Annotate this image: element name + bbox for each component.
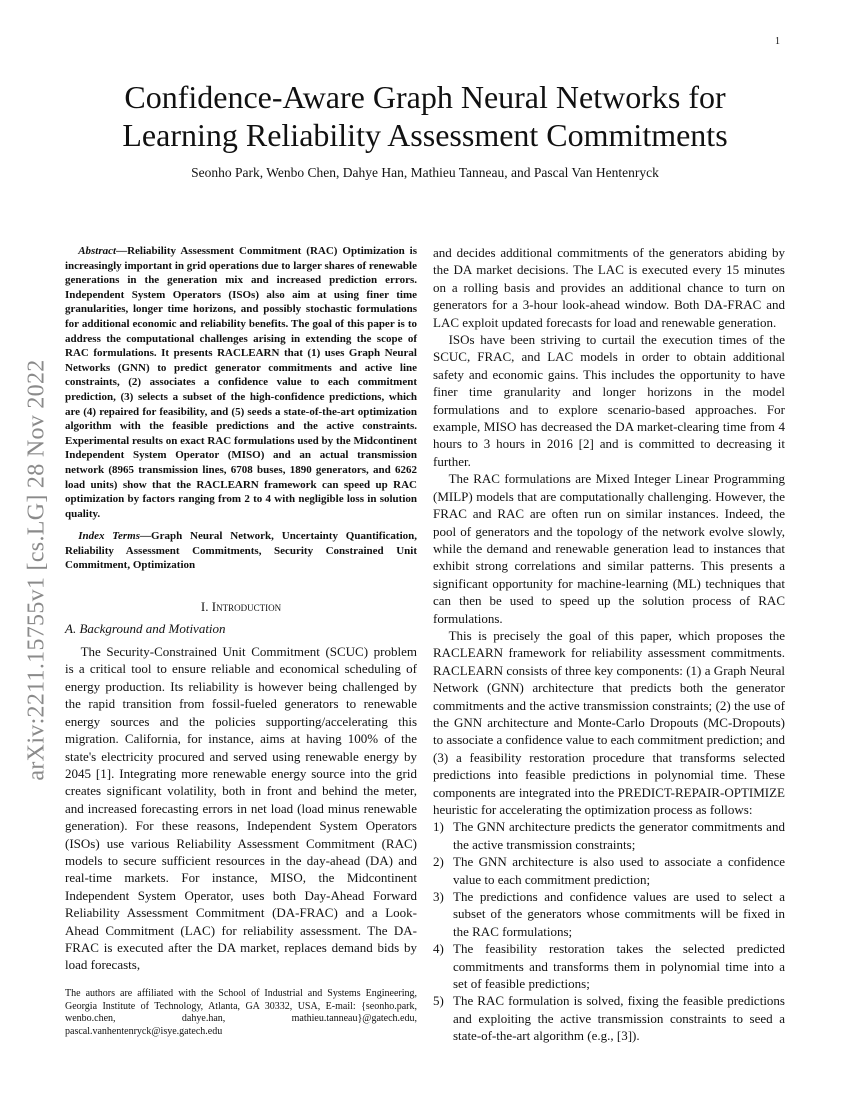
body-paragraph: The RAC formulations are Mixed Integer Linear Programming (MILP) models that are computationally challenging. However, the FRAC and RAC are often run on similar instances. Indeed, the pool of generators and the topology of the network evolve slowly, while the demand and renewable generation lead to instances that exhibit strong correlations and similar patterns. This presents a significant opportunity for machine-learning (ML) techniques that can then be used to speed up the solution process of RAC formulations. [433,471,785,626]
index-terms [65,529,417,573]
index-terms-text: —Graph Neural Network, Uncertainty Quantification, Reliability Assessment Commitments, Security Constrained Unit Commitment, Optimization [65,530,417,572]
list-item-text: The RAC formulation is solved, fixing the feasible predictions and exploiting the active transmission constraints to seed a state-of-the-art algorithm (e.g., [3]). [453,993,785,1044]
list-item-number: 2) [433,854,444,870]
list-item-text: The GNN architecture predicts the generator commitments and the active transmission constraints; [453,819,785,852]
list-item-number: 5) [433,993,444,1009]
body-paragraph: This is precisely the goal of this paper, which proposes the RACLEARN framework for reliability assessment commitments. RACLEARN consists of three key components: (1) a Graph Neural Network (GNN) architecture that predicts both the generator commitments and the active transmission constraints; (2) the use of the GNN architecture and Monte-Carlo Dropouts (MC-Dropouts) to associate a confidence value to each commitment prediction; and (3) a feasibility restoration procedure that transforms selected predictions into feasible predictions in polynomial time. These components are integrated into the PREDICT-REPAIR-OPTIMIZE heuristic for accelerating the optimization process as follows: [433,627,785,817]
page-number: 1 [775,36,780,47]
intro-paragraph: The Security-Constrained Unit Commitment (SCUC) problem is a critical tool to ensure reliable and economical scheduling of energy production. Its reliability is however being challenged by the rapid transition from fossil-fueled generators to renewable energy sources and the policies supporting/accelerating this migration. California, for instance, aims at having 100% of the state's electricity procured and served using renewable energy by 2045 [1]. Integrating more renewable energy source into the grid creates significant volatility, both in front and behind the meter, and increased forecasting errors in net load (load minus renewable generation). For these reasons, Independent System Operators (ISOs) use various Reliability Assessment Commitment (RAC) models to secure sufficient resources in the day-ahead (DA) and real-time markets. For instance, MISO, the Midcontinent Independent System Operator, uses both Day-Ahead Forward Reliability Assessment Commitment (DA-FRAC) and a Look-Ahead Commitment (LAC) for reliability assessment. The DA-FRAC is executed after the DA market, replaces demand bids by load forecasts, [65,644,417,973]
paper-title [0,78,850,154]
list-item [433,818,785,853]
body-paragraph: and decides additional commitments of the generators abiding by the DA market decisions. The LAC is executed every 15 minutes on a rolling basis and provides an additional chance to turn on generators for a 3-hour look-ahead window. Both DA-FRAC and LAC exploit updated forecasts for load and renewable generation. [433,245,785,330]
title-line-1: Confidence-Aware Graph Neural Networks for [124,79,726,115]
index-terms-label: Index Terms [78,530,141,543]
list-item-text: The GNN architecture is also used to associate a confidence value to each commitment prediction; [453,854,785,887]
list-item-text: The predictions and confidence values are used to select a subset of the generators whose commitments will be fixed in the RAC formulations; [453,889,785,939]
body-paragraph: ISOs have been striving to curtail the execution times of the SCUC, FRAC, and LAC models in order to obtain additional safety and economic gains. This includes the opportunity to have finer time granularity and longer horizons in the model formulations and to explore scenario-based approaches. For example, MISO has decreased the DA market-clearing time from 4 hours to 3 hours in 2016 [2] and is committed to decreasing it further. [433,332,785,469]
footnote-text: The authors are affiliated with the School of Industrial and Systems Engineering, Georgia Institute of Technology, Atlanta, GA 30332, USA, E-mail: {seonho.park, wenbo.chen, dahye.han, mathieu.tanneau}@gatech.edu, pascal.vanhentenryck@isye.gatech.edu [65,988,417,1037]
subsection-heading: A. Background and Motivation [65,621,226,637]
arxiv-identifier-text: arXiv:2211.15755v1 [cs.LG] 28 Nov 2022 [23,359,50,781]
list-item [433,853,785,888]
section-heading: I. Introduction [200,599,282,615]
contribution-list [433,818,785,1044]
list-item-number: 4) [433,941,444,957]
abstract [65,244,417,521]
abstract-label: Abstract [78,245,117,257]
list-item-text: The feasibility restoration takes the selected predicted commitments and transforms them in polynomial time into a set of feasible predictions; [453,941,785,992]
author-list: Seonho Park, Wenbo Chen, Dahye Han, Mathieu Tanneau, and Pascal Van Hentenryck [191,165,659,180]
abstract-text: —Reliability Assessment Commitment (RAC) Optimization is increasingly important in grid operations due to larger shares of renewable generations in the generation mix and increased prediction errors. Independent System Operators (ISOs) also aim at using finer time granularities, longer time horizons, and possibly stochastic formulations for additional economic and reliability benefits. The goal of this paper is to address the computational challenges arising in extending the scope of RAC formulations. It presents RACLEARN that (1) uses Graph Neural Networks (GNN) to predict generator commitments and active line constraints, (2) associates a confidence value to each commitment prediction, (3) selects a subset of the high-confidence predictions, which are (4) repaired for feasibility, and (5) seeds a state-of-the-art optimization algorithm with the feasible predictions and the active constraints. Experimental results on exact RAC formulations used by the Midcontinent Independent System Operator (MISO) and an actual transmission network (8965 transmission lines, 6708 buses, 1890 generators, and 6262 load units) show that the RACLEARN framework can speed up RAC optimization by factors ranging from 2 to 4 with negligible loss in solution quality. [65,245,417,520]
affiliation-footnote [65,988,417,1038]
list-item-number: 1) [433,819,444,835]
left-column [65,244,417,974]
list-item [433,992,785,1044]
list-item [433,888,785,940]
right-column [433,244,785,1045]
arxiv-identifier [7,290,67,850]
list-item-number: 3) [433,889,444,905]
title-line-2: Learning Reliability Assessment Commitments [122,117,728,153]
list-item [433,940,785,992]
